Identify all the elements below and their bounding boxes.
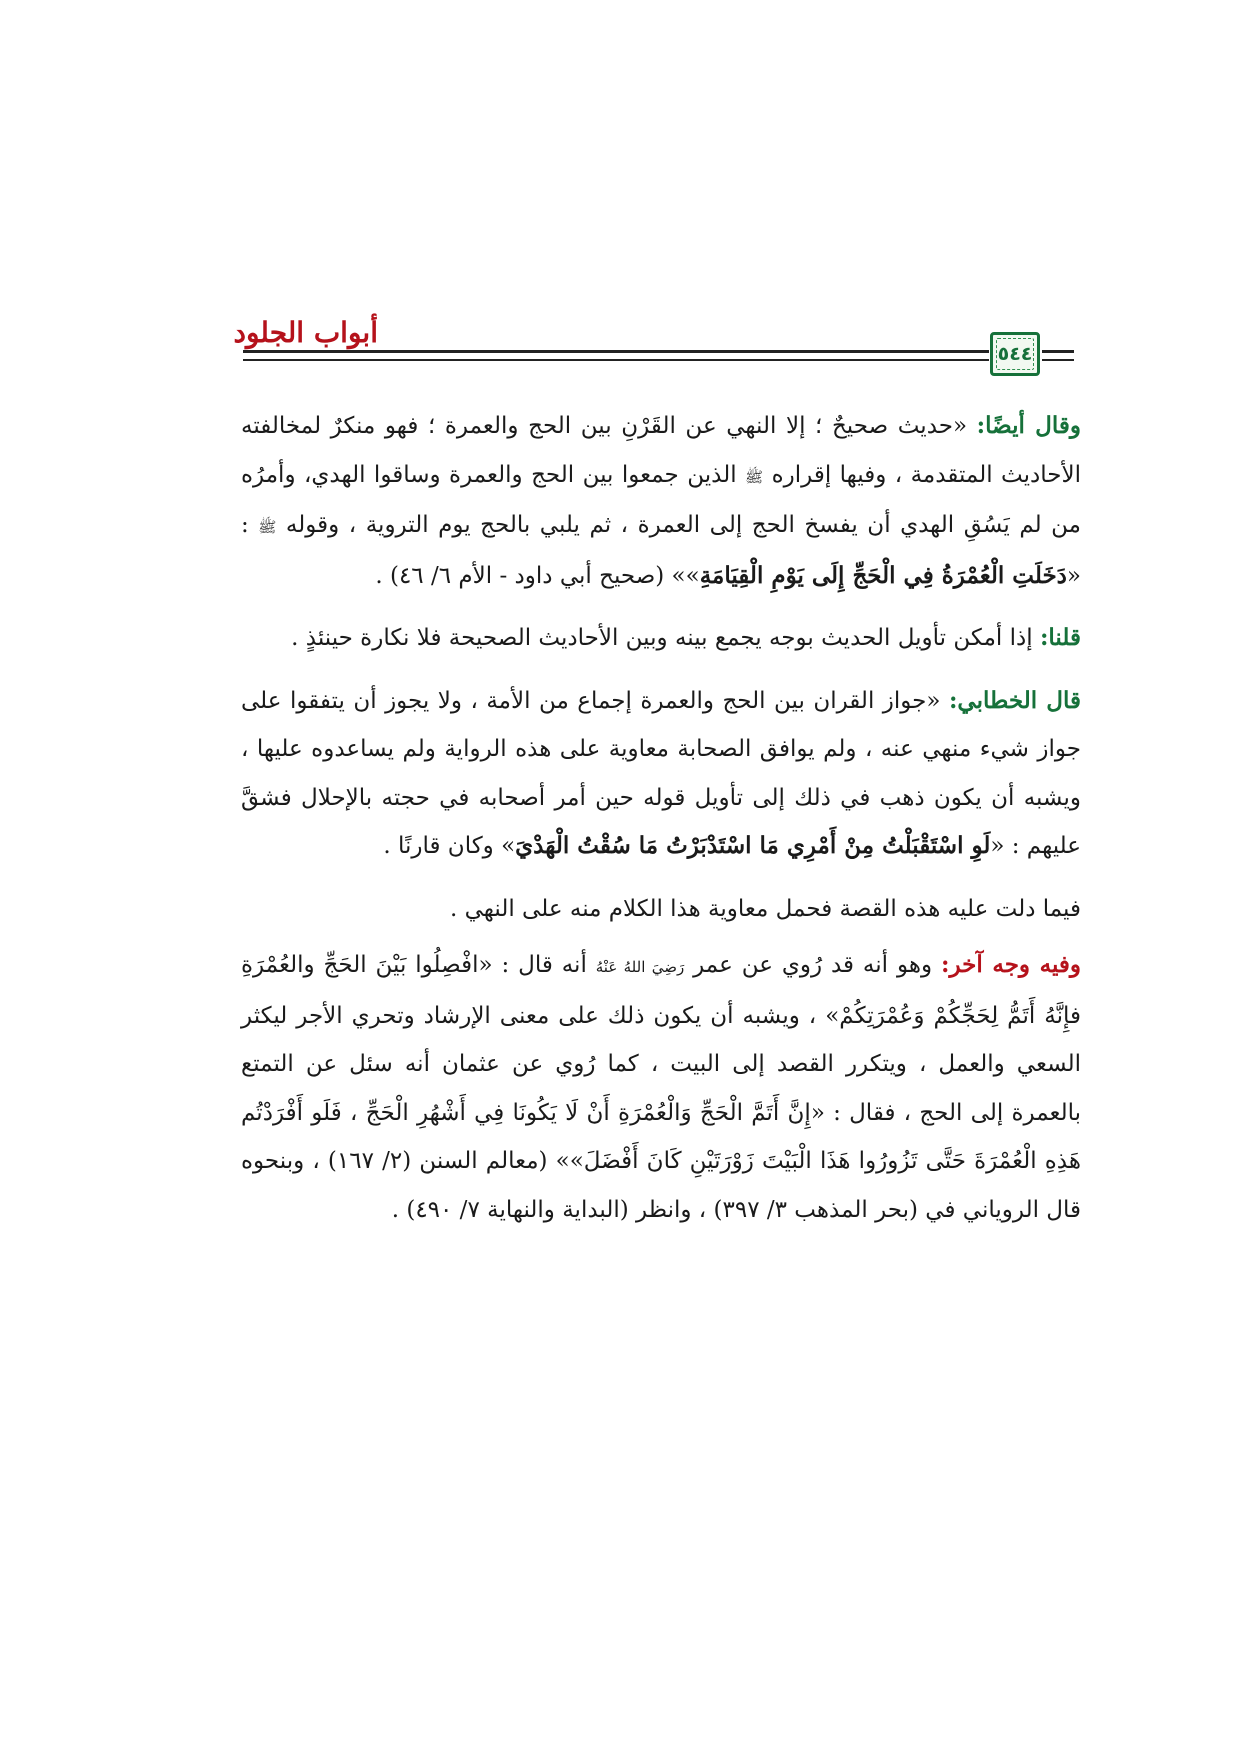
paragraph-lead: وفيه وجه آخر: [940, 951, 1081, 978]
header-rule [1042, 359, 1074, 361]
paragraph-text: إذا أمكن تأويل الحديث بوجه يجمع بينه وبين الأحاديث الصحيحة فلا نكارة حينئذٍ . [291, 625, 1040, 651]
paragraph-lead: وقال أيضًا: [976, 412, 1081, 439]
paragraph [241, 677, 1081, 871]
radiallahu-symbol: رَضِيَ اللهُ عَنْهُ [595, 958, 685, 976]
paragraph-lead: قال الخطابي: [948, 686, 1081, 714]
body-text [241, 402, 1081, 1234]
paragraph-text: » وكان قارنًا . [383, 833, 516, 859]
paragraph-text: «جواز القران بين الحج والعمرة إجماع من الأمة ، ولا يجوز أن يتفقوا على جواز شيء منهي عنه ، ولم يوافق الصحابة معاوية على هذه الرواية ولم يساعدوه عليها ، ويشبه أن يكون ذهب في ذلك إلى تأويل قوله حين أمر أصحابه في حجته بالإحلال فشقَّ عليهم : « [241, 687, 1081, 859]
paragraph-text: الذين جمعوا بين الحج والعمرة وساقوا الهدي، وأمرُه من لم يَسُقِ الهدي أن يفسخ الحج إلى العمرة ، ثم يلبي بالحج يوم التروية ، وقوله [241, 461, 1081, 538]
salawat-symbol: ﷺ [258, 518, 277, 536]
salawat-symbol: ﷺ [745, 467, 764, 486]
paragraph [241, 402, 1081, 600]
paragraph-text: : « [241, 512, 1081, 589]
page-number-badge [990, 332, 1040, 376]
paragraph-text: »» (صحيح أبي داود - الأم ٦/ ٤٦) . [375, 562, 700, 589]
paragraph [241, 885, 1081, 934]
header-rule [243, 350, 989, 353]
header-rule [243, 359, 989, 361]
page-number: ٥٤٤ [997, 343, 1033, 365]
running-title: أبواب الجلود [233, 316, 378, 349]
hadith-quote: دَخَلَتِ الْعُمْرَةُ فِي الْحَجِّ إِلَى يَوْمِ الْقِيَامَةِ [699, 561, 1067, 589]
header-rule [1042, 350, 1074, 353]
paragraph-text: أنه قال : «افْصِلُوا بَيْنَ الحَجِّ والعُمْرَةِ فإِنَّهُ أَتَمُّ لِحَجِّكُمْ وَعُمْرَتِكُمْ» ، ويشبه أن يكون ذلك على معنى الإرشاد وتحري الأجر ليكثر السعي والعمل ، ويتكرر القصد إلى البيت ، كما رُوي عن عثمان أنه سئل عن التمتع بالعمرة إلى الحج ، فقال : «إِنَّ أَتَمَّ الْحَجِّ وَالْعُمْرَةِ أَنْ لَا يَكُونَا فِي أَشْهُرِ الْحَجِّ ، فَلَو أَفْرَدْتُم هَذِهِ الْعُمْرَةَ حَتَّى تَزُورُوا هَذَا الْبَيْتَ زَوْرَتَيْنِ كَانَ أَفْضَلَ»» (معالم السنن (٢/ ١٦٧) ، وبنحوه قال الروياني في (بحر المذهب ٣/ ٣٩٧) ، وانظر (البداية والنهاية ٧/ ٤٩٠) . [241, 952, 1081, 1223]
paragraph-text: وهو أنه قد رُوي عن عمر [684, 952, 941, 978]
paragraph [241, 941, 1081, 1234]
paragraph-text: فيما دلت عليه هذه القصة فحمل معاوية هذا الكلام منه على النهي . [450, 895, 1081, 922]
hadith-quote: لَوِ اسْتَقْبَلْتُ مِنْ أَمْرِي مَا اسْتَدْبَرْتُ مَا سُقْتُ الْهَدْيَ [515, 832, 991, 859]
paragraph-text: «حديث صحيحٌ ؛ إلا النهي عن القَرْنِ بين الحج والعمرة ؛ فهو منكرٌ لمخالفته الأحاديث المتقدمة ، وفيها إقراره [241, 413, 1081, 488]
paragraph-lead: قلنا: [1039, 624, 1081, 651]
paragraph [241, 614, 1081, 663]
